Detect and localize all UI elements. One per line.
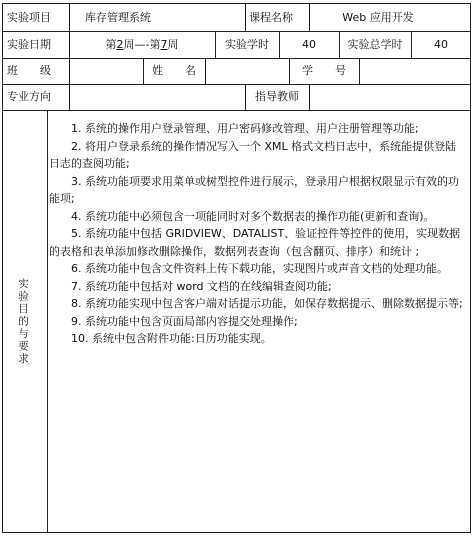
class-label: 班 级	[7, 64, 51, 77]
date-mid: 周—-第	[123, 37, 161, 51]
date-label: 实验日期	[7, 37, 51, 51]
requirement-item: 8. 系统功能实现中包含客户端对话提示功能，如保存数据提示、删除数据提示等;	[71, 297, 463, 310]
requirement-item: 1. 系统的操作用户登录管理、用户密码修改管理、用户注册管理等功能;	[71, 122, 419, 135]
total-hours-value: 40	[434, 37, 448, 51]
student-id-label: 学 号	[302, 64, 346, 77]
class-value[interactable]	[69, 58, 143, 84]
date-value	[69, 31, 215, 58]
teacher-label: 指导教师	[255, 90, 299, 103]
student-id-value[interactable]	[359, 58, 471, 84]
hours-label: 实验学时	[225, 37, 269, 51]
course-label: 课程名称	[249, 10, 293, 24]
major-value[interactable]	[69, 84, 245, 110]
total-hours-label: 实验总学时	[347, 37, 403, 51]
requirements-list	[49, 120, 467, 348]
column-divider	[47, 111, 48, 533]
date-prefix: 第	[105, 37, 117, 51]
week-start: 2	[116, 37, 124, 51]
row-divider	[3, 110, 470, 111]
requirements-label	[3, 111, 43, 533]
date-suffix: 周	[167, 37, 179, 51]
lab-report-form	[2, 3, 471, 533]
teacher-value[interactable]	[309, 84, 471, 110]
project-value: 库存管理系统	[85, 10, 151, 24]
requirement-item: 3. 系统功能项要求用菜单或树型控件进行展示，登录用户根据权限显示有效的功能项;	[49, 174, 459, 205]
name-value[interactable]	[205, 58, 289, 84]
requirement-item: 5. 系统功能中包括 GRIDVIEW、DATALIST、验证控件等控件的使用，实现数据的表格和表单添加修改删除操作，数据列表查询（包含翻页、排序）和统计 ;	[49, 227, 461, 258]
requirements-label-text: 实验目的与要求	[17, 278, 29, 366]
requirement-item: 10. 系统中包含附件功能:日历功能实现。	[71, 332, 272, 345]
course-value: Web 应用开发	[342, 10, 414, 24]
requirement-item: 4. 系统功能中必须包含一项能同时对多个数据表的操作功能(更新和查询)。	[71, 209, 435, 223]
project-label: 实验项目	[7, 10, 51, 24]
requirement-item: 2. 将用户登录系统的操作情况写入一个 XML 格式文档日志中，系统能提供登陆日志的查阅功能;	[49, 139, 457, 170]
major-label: 专业方向	[7, 90, 51, 103]
hours-value: 40	[302, 37, 316, 51]
name-label: 姓 名	[152, 64, 196, 77]
week-end: 7	[160, 37, 168, 51]
requirement-item: 7. 系统功能中包括对 word 文档的在线编辑查阅功能;	[71, 279, 332, 293]
requirement-item: 9. 系统功能中包含页面局部内容提交处理操作;	[71, 314, 298, 328]
requirement-item: 6. 系统功能中包含文件资料上传下载功能，实现图片或声音文档的处理功能。	[71, 262, 448, 275]
